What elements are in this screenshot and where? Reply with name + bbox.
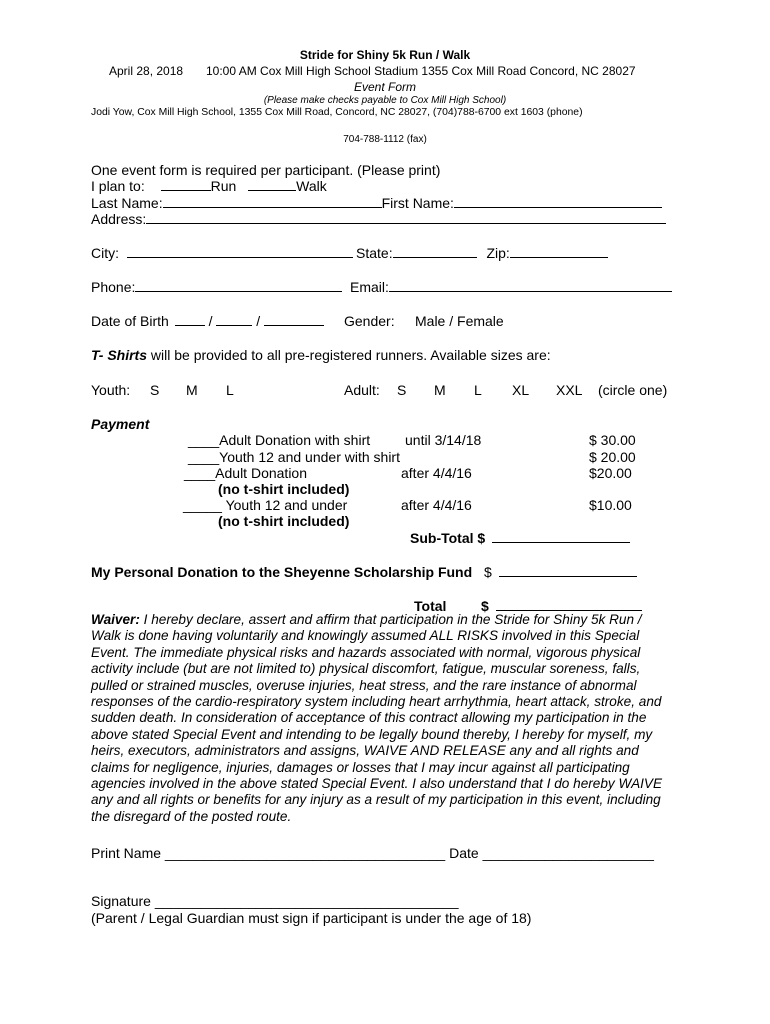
print-name-row [91, 845, 654, 861]
tshirt-heading: T- Shirts [91, 347, 148, 363]
total-label: Total [414, 598, 447, 614]
first-name-field[interactable] [454, 195, 662, 208]
payment-label: Youth 12 and under with shirt [219, 449, 400, 465]
donation-field[interactable] [499, 564, 637, 577]
checks-note: (Please make checks payable to Cox Mill High School) [263, 95, 507, 106]
email-field[interactable] [389, 279, 672, 292]
subtotal-row [410, 530, 630, 546]
youth-size-l[interactable]: L [226, 382, 234, 398]
waiver-text: I hereby declare, assert and affirm that participation in the Stride for Shiny 5k Run / Walk is done having voluntarily and knowingly assumed ALL RISKS involved in this Special Event. The immediate physical risks and hazards associated with normal, vigorous physical activity include (but are not limited to) physical discomfort, fatigue, muscular soreness, falls, pulled or strained muscles, overuse injuries, heat stress, and the rare instance of abnormal responses of the cardio-respiratory system including heart arrhythmia, heart attack, stroke, and sudden death. In consideration of acceptance of this contract allowing my participation in the above stated Special Event and intending to be legally bound thereby, I hereby for myself, my heirs, executors, administrators and assigns, WAIVE AND RELEASE any and all rights and claims for negligence, injuries, damages or losses that I may incur against all participating agencies involved in the above stated Special Event. I also understand that I do hereby WAIVE any and all rights or benefits for any injury as a result of my participation in this event, including the disregard of the posted route. [91, 612, 663, 824]
first-name-label: First Name: [381, 195, 454, 211]
youth-label: Youth: [91, 382, 131, 398]
plan-label: I plan to: [91, 178, 145, 194]
no-shirt-note: (no t-shirt included) [218, 481, 350, 497]
payment-label: Youth 12 and under [221, 497, 348, 513]
email-row [350, 279, 672, 295]
address-row [91, 211, 666, 227]
payment-row-2[interactable] [188, 449, 400, 465]
total-dollar: $ [481, 598, 489, 614]
zip-label: Zip: [486, 245, 510, 261]
youth-size-s[interactable]: S [150, 382, 160, 398]
dob-year-field[interactable] [264, 313, 324, 326]
zip-field[interactable] [510, 245, 608, 258]
phone-row [91, 279, 342, 295]
name-row [91, 195, 662, 211]
payment-label: Adult Donation with shirt [219, 432, 371, 448]
adult-size-xl[interactable]: XL [512, 382, 530, 398]
print-name-label: Print Name [91, 845, 162, 861]
donation-label: My Personal Donation to the Sheyenne Scholarship Fund [91, 564, 473, 580]
payment-blank: ____ [188, 449, 220, 465]
dob-row [91, 313, 324, 329]
no-shirt-note: (no t-shirt included) [218, 513, 350, 529]
dob-sep-1: / [208, 313, 213, 329]
city-field[interactable] [127, 245, 353, 258]
dob-day-field[interactable] [216, 313, 252, 326]
date-field[interactable]: ______________________ [482, 845, 654, 861]
payment-when: after 4/4/16 [401, 497, 472, 513]
adult-size-s[interactable]: S [397, 382, 407, 398]
subtotal-label: Sub-Total $ [410, 530, 486, 546]
adult-size-l[interactable]: L [474, 382, 482, 398]
date-label: Date [449, 845, 479, 861]
state-field[interactable] [393, 245, 477, 258]
donation-dollar: $ [484, 564, 492, 580]
event-date: April 28, 2018 [109, 64, 184, 78]
total-field[interactable] [496, 598, 642, 611]
payment-when: until 3/14/18 [405, 432, 482, 448]
payment-blank: _____ [183, 497, 222, 513]
form-title: Stride for Shiny 5k Run / Walk [299, 48, 471, 62]
youth-size-m[interactable]: M [186, 382, 198, 398]
dob-month-field[interactable] [175, 313, 205, 326]
plan-row [91, 178, 327, 194]
last-name-label: Last Name: [91, 195, 163, 211]
last-name-field[interactable] [163, 195, 382, 208]
dob-sep-2: / [256, 313, 261, 329]
address-label: Address: [91, 211, 147, 227]
form-subtitle: Event Form [353, 80, 416, 94]
print-name-field[interactable]: ____________________________________ [164, 845, 446, 861]
state-label: State: [356, 245, 393, 261]
adult-label: Adult: [344, 382, 380, 398]
subtotal-field[interactable] [492, 530, 630, 543]
guardian-note: (Parent / Legal Guardian must sign if participant is under the age of 18) [91, 910, 532, 926]
donation-row [484, 564, 637, 580]
payment-row-3[interactable] [184, 465, 307, 481]
email-label: Email: [350, 279, 389, 295]
form-instructions: One event form is required per participant. (Please print) [91, 162, 441, 178]
signature-label: Signature [91, 893, 151, 909]
signature-row [91, 893, 459, 909]
waiver-label: Waiver: [91, 612, 140, 627]
state-zip [356, 245, 608, 261]
payment-blank: ____ [184, 465, 216, 481]
phone-label: Phone: [91, 279, 136, 295]
payment-heading: Payment [91, 416, 150, 432]
dob-label: Date of Birth [91, 313, 169, 329]
contact-info: Jodi Yow, Cox Mill High School, 1355 Cox Mill Road, Concord, NC 28027, (704)788-6700 ext 1603 (phone) [91, 107, 583, 118]
city-row [91, 245, 353, 261]
payment-blank: ____ [188, 432, 220, 448]
city-label: City: [91, 245, 119, 261]
payment-row-1[interactable] [188, 432, 370, 448]
payment-row-4[interactable] [183, 497, 347, 513]
walk-blank[interactable] [248, 178, 296, 191]
tshirt-text: will be provided to all pre-registered runners. Available sizes are: [150, 347, 551, 363]
payment-price: $ 30.00 [589, 432, 636, 448]
phone-field[interactable] [135, 279, 342, 292]
event-time-location: 10:00 AM Cox Mill High School Stadium 1355 Cox Mill Road Concord, NC 28027 [206, 64, 636, 78]
payment-when: after 4/4/16 [401, 465, 472, 481]
adult-size-m[interactable]: M [434, 382, 446, 398]
adult-size-xxl[interactable]: XXL [556, 382, 583, 398]
circle-one-note: (circle one) [598, 382, 668, 398]
tshirt-info [91, 347, 551, 363]
signature-field[interactable]: _______________________________________ [154, 893, 459, 909]
fax-number: 704-788-1112 (fax) [343, 134, 427, 145]
payment-price: $20.00 [589, 465, 632, 481]
gender-options[interactable]: Male / Female [415, 313, 504, 329]
run-label: Run [210, 178, 237, 194]
gender-label: Gender: [344, 313, 395, 329]
walk-label: Walk [296, 178, 327, 194]
payment-price: $10.00 [589, 497, 632, 513]
payment-label: Adult Donation [215, 465, 307, 481]
payment-price: $ 20.00 [589, 449, 636, 465]
address-field[interactable] [146, 211, 666, 224]
run-blank[interactable] [161, 178, 211, 191]
waiver-paragraph [91, 612, 671, 825]
